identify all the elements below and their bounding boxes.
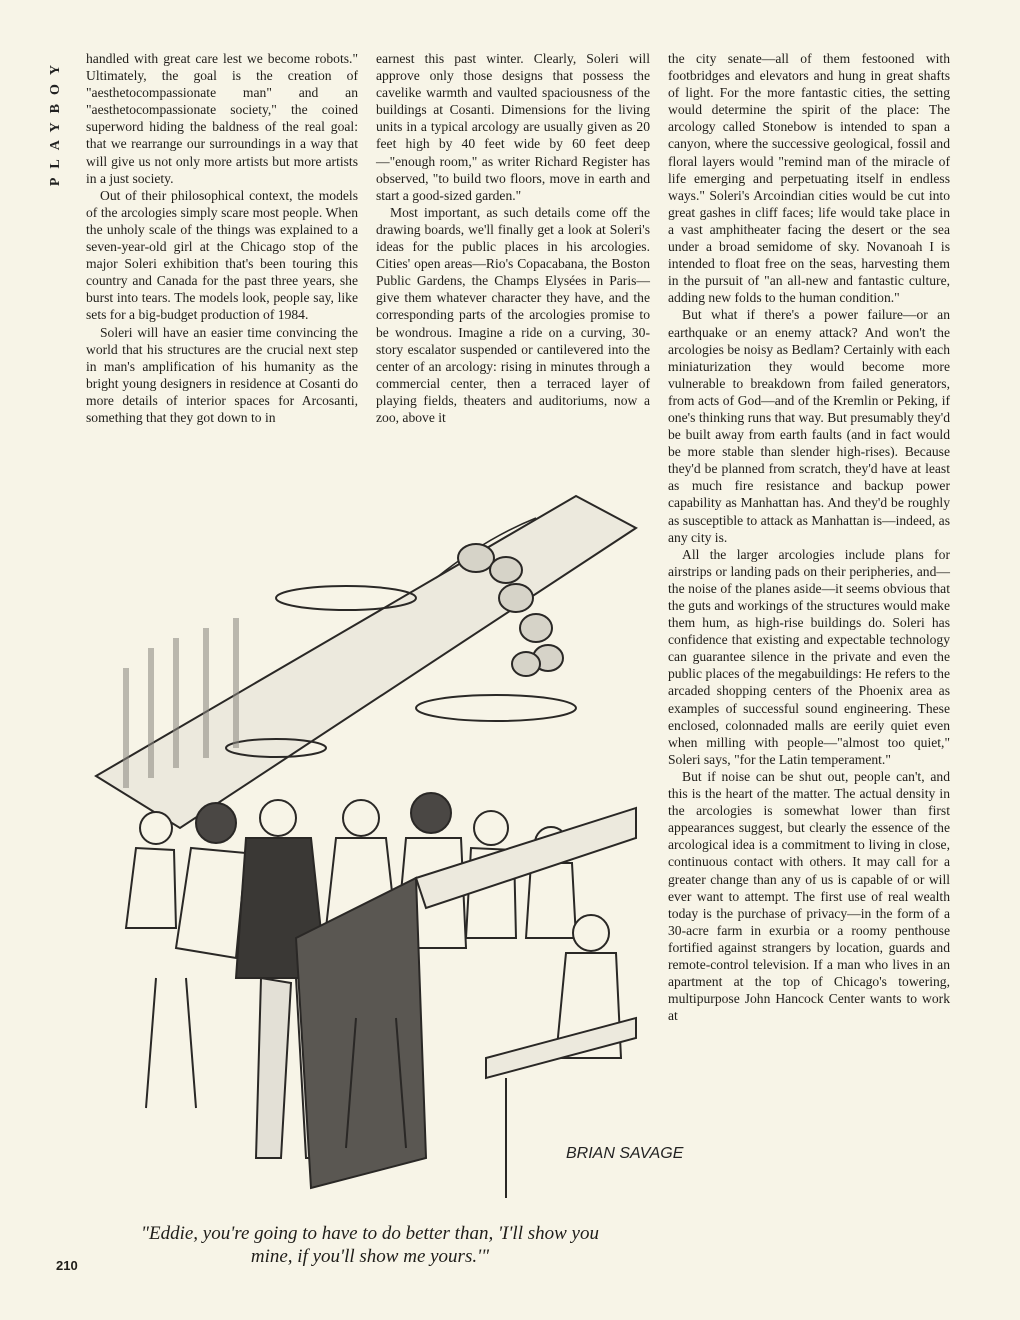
paragraph: But if noise can be shut out, people can't, and this is the heart of the matter. The actual density in the arcologies is somewhat lower than first appearances suggest, but clearly the essence of the arcological idea is a commitment to living in close, continuous contact with others. It may call for a greater change than any of us is capable of or will ever want to attempt. The first use of real wealth today is the purchase of privacy—in the form of a 30-acre farm in exurbia or a roomy penthouse fortified against strangers by location, guards and remote-control television. If a man who lives in an apartment at the top of Chicago's towering, multipurpose John Hancock Center wants to work at	[668, 768, 950, 1024]
text-column-3	[668, 50, 950, 1024]
cartoon-caption: "Eddie, you're going to have to do better than, 'I'll show you mine, if you'll show me yours.'"	[141, 1223, 599, 1267]
paragraph: All the larger arcologies include plans for airstrips or landing pads on their peripheries, and—the noise of the planes aside—it seems obvious that the guts and workings of the structures would make them hum, as high-rise buildings do. Soleri has confidence that existing and expectable technology can guarantee silence in the private and even the public places of the megabuildings: He refers to the arcaded shopping centers of the Phoenix area as examples of successful sound engineering. These enclosed, colonnaded malls are eerily quiet even when milling with people—"almost too quiet," Soleri says, "for the Latin temperament."	[668, 546, 950, 767]
paragraph: But what if there's a power failure—or an earthquake or an enemy attack? And won't the arcologies be noisy as Bedlam? Certainly with each miniaturization they would become more vulnerable to breakdown from failed generators, from acts of God—and of the Kremlin or Peking, if one's thinking runs that way. But presumably they'd be built away from earth faults (and in fact would be more stable than slender high-rises). Because they'd be planned from scratch, they'd have at least as much fire resistance and backup power capability as Manhattan has. And they'd be roughly as susceptible to attack as Manhattan is—indeed, as any city is.	[668, 307, 950, 545]
paragraph: handled with great care lest we become robots." Ultimately, the goal is the creation of "aesthetocompassionate man" and an "aesthetocompassionate society," the coined superword hiding the baldness of the real goal: that we rearrange our surroundings in a way that will give us not only more artists but more artists in a just society.	[86, 51, 358, 186]
paragraph: Soleri will have an easier time convincing the world that his structures are the crucial next step in man's amplification of his humanity as the bright young designers in residence at Cosanti do more details of interior spaces for Arcosanti, something that they got down to in	[86, 324, 358, 425]
bar-cartoon-illustration	[96, 458, 684, 1214]
text-column-2	[376, 50, 650, 426]
page-number: 210	[56, 1258, 78, 1273]
paragraph: the city senate—all of them festooned with footbridges and elevators and hung in great shafts of light. For the more fantastic cities, the setting would determine the spirit of the place: The arcology called Stonebow is intended to span a canyon, where the successive geological, fossil and floral layers would "remind man of the miracle of life emerging and perpetuating itself in endless ways." Soleri's Arcoindian cities would be cut into great gashes in cliff faces; life would take place in a vast amphitheater facing the desert or the sea under a broad semidome of sky. Novanoah I is intended to float free on the seas, harvesting them in the pursuit of "an all-new and fantastic culture, adding new folds to the human condition."	[668, 51, 950, 306]
paragraph: Most important, as such details come off the drawing boards, we'll finally get a look at Soleri's ideas for the public places in his arcologies. Cities' open areas—Rio's Copacabana, the Boston Public Gardens, the Champs Elysées in Paris—give them whatever character they have, and the corresponding parts of the arcologies promise to be wondrous. Imagine a ride on a curving, 30-story escalator suspended or cantilevered into the center of an arcology: rising in minutes through a commercial center, then a terraced layer of playing fields, theaters and auditoriums, now a zoo, above it	[376, 204, 650, 425]
text-column-1	[86, 50, 358, 426]
cartoon-signature: BRIAN SAVAGE	[566, 1145, 684, 1162]
watermark	[440, 620, 468, 712]
paragraph: earnest this past winter. Clearly, Soleri will approve only those designs that possess the cavelike warmth and vaulted spaciousness of the buildings at Cosanti. Dimensions for the living units in a typical arcology are usually given as 20 feet high by 40 feet wide by 60 feet deep—"enough room," as writer Richard Register has observed, "to build two floors, move in earth and start a good-sized garden."	[376, 51, 650, 203]
magazine-name: PLAYBOY	[48, 56, 63, 187]
paragraph: Out of their philosophical context, the models of the arcologies simply scare most people. When the unholy scale of the things was explained to a seven-year-old girl at the Chicago stop of the major Soleri exhibition that's been touring this country and Canada for the past three years, she burst into tears. The models look, people say, like sets for a big-budget production of 1984.	[86, 187, 358, 323]
